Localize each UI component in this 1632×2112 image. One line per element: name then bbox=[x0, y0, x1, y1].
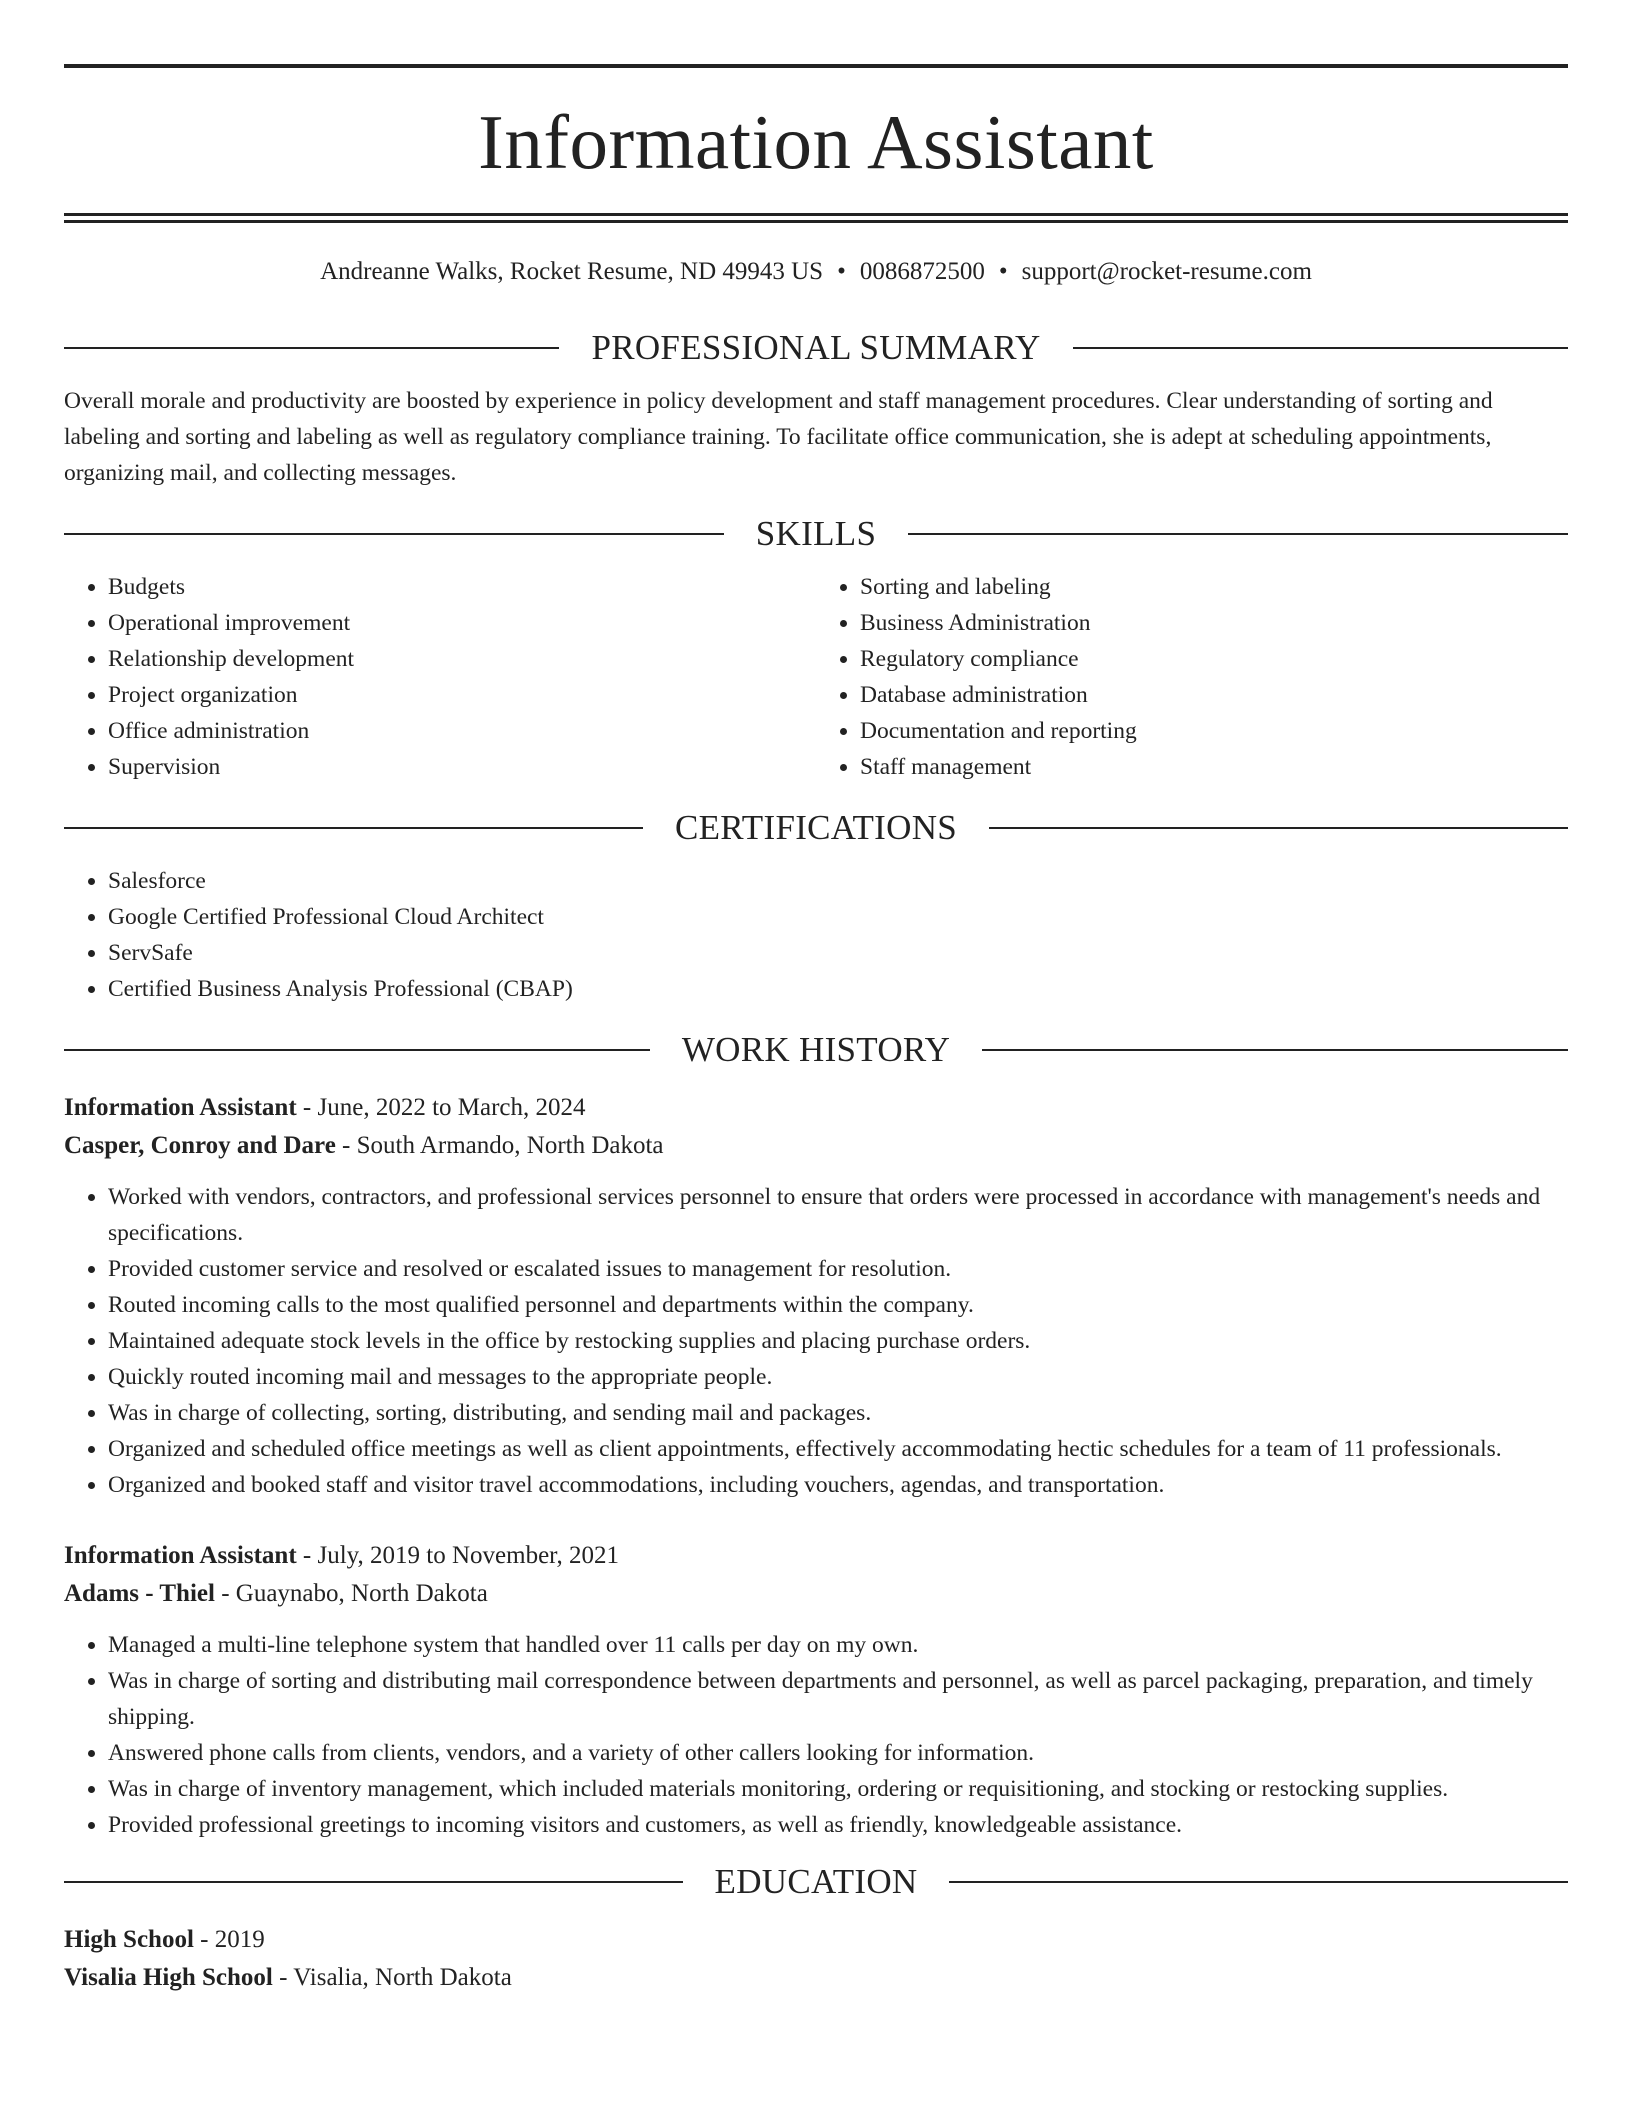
job-company-line bbox=[64, 1127, 1568, 1165]
section-heading-education bbox=[64, 1861, 1568, 1903]
heading-rule bbox=[989, 827, 1568, 829]
heading-rule bbox=[64, 1881, 683, 1883]
skills-columns bbox=[64, 569, 1568, 785]
education-school-line bbox=[64, 1959, 1568, 1997]
section-heading-work-history bbox=[64, 1029, 1568, 1071]
skill-item: • Sorting and labeling bbox=[860, 569, 1568, 605]
job-entry bbox=[64, 1089, 1568, 1503]
contact-separator: • bbox=[837, 258, 846, 285]
job-bullet: • Was in charge of sorting and distributing mail correspondence between departments and personnel, as well as parcel packaging, preparation, and timely shipping. bbox=[108, 1663, 1568, 1735]
skill-item: • Office administration bbox=[108, 713, 816, 749]
job-bullet: • Organized and booked staff and visitor travel accommodations, including vouchers, agendas, and transportation. bbox=[108, 1467, 1568, 1503]
job-bullet: • Answered phone calls from clients, vendors, and a variety of other callers looking for information. bbox=[108, 1735, 1568, 1771]
contact-address: Andreanne Walks, Rocket Resume, ND 49943 US bbox=[320, 258, 824, 285]
job-title-line bbox=[64, 1537, 1568, 1575]
certification-item: • Salesforce bbox=[108, 863, 1568, 899]
job-title-line bbox=[64, 1089, 1568, 1127]
section-heading-label: WORK HISTORY bbox=[681, 1030, 951, 1069]
heading-rule bbox=[64, 827, 643, 829]
job-dates: - June, 2022 to March, 2024 bbox=[296, 1094, 586, 1121]
section-heading-certifications bbox=[64, 807, 1568, 849]
skill-item: • Project organization bbox=[108, 677, 816, 713]
skill-item: • Database administration bbox=[860, 677, 1568, 713]
skill-item: • Supervision bbox=[108, 749, 816, 785]
job-bullet: • Managed a multi-line telephone system that handled over 11 calls per day on my own. bbox=[108, 1627, 1568, 1663]
title-double-rule bbox=[64, 213, 1568, 223]
heading-rule bbox=[982, 1049, 1568, 1051]
job-bullets bbox=[64, 1179, 1568, 1503]
job-bullets bbox=[64, 1627, 1568, 1843]
skill-item: • Business Administration bbox=[860, 605, 1568, 641]
education-entry bbox=[64, 1921, 1568, 1997]
heading-rule bbox=[64, 533, 724, 535]
job-title: Information Assistant bbox=[64, 1094, 297, 1121]
skill-item: • Regulatory compliance bbox=[860, 641, 1568, 677]
job-entry bbox=[64, 1537, 1568, 1843]
heading-rule bbox=[908, 533, 1568, 535]
section-heading-label: SKILLS bbox=[755, 514, 877, 553]
top-rule bbox=[64, 64, 1568, 68]
heading-rule bbox=[1073, 347, 1568, 349]
section-heading-summary bbox=[64, 327, 1568, 369]
heading-rule bbox=[64, 1049, 650, 1051]
job-bullet: • Was in charge of collecting, sorting, distributing, and sending mail and packages. bbox=[108, 1395, 1568, 1431]
section-heading-label: EDUCATION bbox=[714, 1862, 918, 1901]
skill-item: • Documentation and reporting bbox=[860, 713, 1568, 749]
certification-item: • Certified Business Analysis Professional (CBAP) bbox=[108, 971, 1568, 1007]
summary-text: Overall morale and productivity are boosted by experience in policy development and staff management procedures. Clear understanding of sorting and labeling and sorting and labeling as well as regulatory compliance training. To facilitate office communication, she is adept at scheduling appointments, organizing mail, and collecting messages. bbox=[64, 388, 1493, 486]
job-bullet: • Routed incoming calls to the most qualified personnel and departments within the company. bbox=[108, 1287, 1568, 1323]
job-company: Adams - Thiel bbox=[64, 1580, 215, 1607]
contact-separator: • bbox=[998, 258, 1008, 285]
skills-list-left bbox=[64, 569, 816, 785]
section-heading-label: CERTIFICATIONS bbox=[674, 808, 958, 847]
skills-list-right bbox=[816, 569, 1568, 785]
section-heading-skills bbox=[64, 513, 1568, 555]
contact-phone: 0086872500 bbox=[859, 258, 985, 285]
contact-email: support@rocket-resume.com bbox=[1021, 258, 1312, 285]
job-bullet: • Maintained adequate stock levels in the office by restocking supplies and placing purchase orders. bbox=[108, 1323, 1568, 1359]
job-company: Casper, Conroy and Dare bbox=[64, 1132, 336, 1159]
job-bullet: • Worked with vendors, contractors, and professional services personnel to ensure that orders were processed in accordance with management's needs and specifications. bbox=[108, 1179, 1568, 1251]
job-bullet: • Provided customer service and resolved or escalated issues to management for resolution. bbox=[108, 1251, 1568, 1287]
page-title: Information Assistant bbox=[478, 99, 1154, 185]
heading-rule bbox=[64, 347, 559, 349]
job-location: - South Armando, North Dakota bbox=[335, 1132, 664, 1159]
job-bullet: • Quickly routed incoming mail and messages to the appropriate people. bbox=[108, 1359, 1568, 1395]
job-company-line bbox=[64, 1575, 1568, 1613]
skill-item: • Relationship development bbox=[108, 641, 816, 677]
job-bullet: • Provided professional greetings to incoming visitors and customers, as well as friendly, knowledgeable assistance. bbox=[108, 1807, 1568, 1843]
education-year: - 2019 bbox=[193, 1926, 265, 1953]
education-school: Visalia High School bbox=[64, 1964, 273, 1991]
section-heading-label: PROFESSIONAL SUMMARY bbox=[591, 328, 1041, 367]
skill-item: • Staff management bbox=[860, 749, 1568, 785]
job-bullet: • Was in charge of inventory management, which included materials monitoring, ordering or requisitioning, and stocking or restocking supplies. bbox=[108, 1771, 1568, 1807]
heading-rule bbox=[949, 1881, 1568, 1883]
skill-item: • Budgets bbox=[108, 569, 816, 605]
contact-line bbox=[64, 257, 1568, 287]
job-bullet: • Organized and scheduled office meetings as well as client appointments, effectively accommodating hectic schedules for a team of 11 professionals. bbox=[108, 1431, 1568, 1467]
certification-item: • Google Certified Professional Cloud Architect bbox=[108, 899, 1568, 935]
job-title: Information Assistant bbox=[64, 1542, 297, 1569]
certification-item: • ServSafe bbox=[108, 935, 1568, 971]
job-dates: - July, 2019 to November, 2021 bbox=[296, 1542, 620, 1569]
certifications-list bbox=[64, 863, 1568, 1007]
education-degree-line bbox=[64, 1921, 1568, 1959]
job-location: - Guaynabo, North Dakota bbox=[214, 1580, 488, 1607]
skill-item: • Operational improvement bbox=[108, 605, 816, 641]
education-location: - Visalia, North Dakota bbox=[272, 1964, 512, 1991]
education-degree: High School bbox=[64, 1926, 194, 1953]
